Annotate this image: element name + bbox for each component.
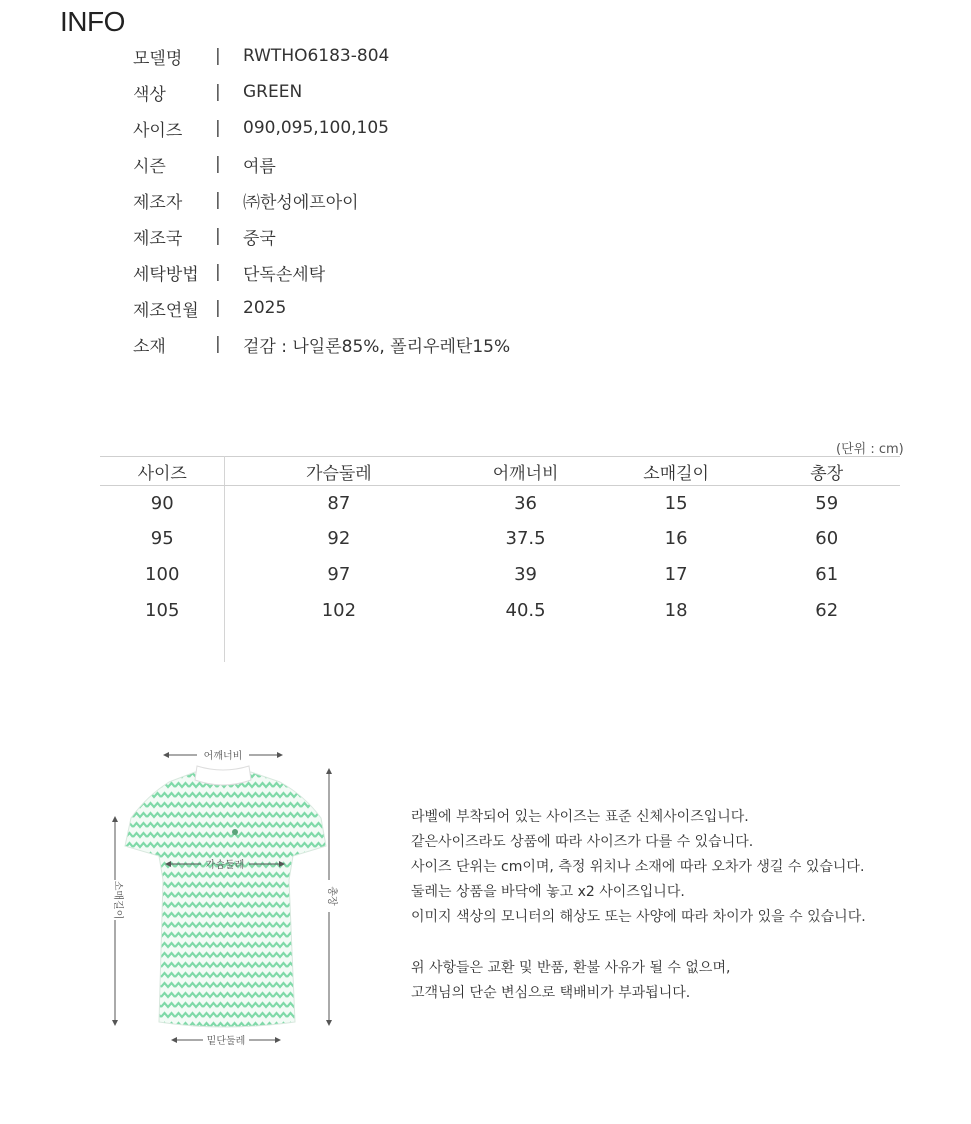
info-value: 2025	[243, 298, 287, 318]
info-separator: |	[215, 334, 221, 354]
note-footer-line: 위 사항들은 교환 및 반품, 환불 사유가 될 수 없으며,	[411, 960, 731, 976]
table-cell	[599, 628, 754, 662]
length-label: 총장	[326, 886, 337, 906]
note-line: 둘레는 상품을 바닥에 놓고 x2 사이즈입니다.	[411, 884, 685, 900]
length-arrow	[326, 768, 339, 1026]
info-separator: |	[215, 190, 221, 210]
measurement-figure	[105, 740, 345, 1060]
info-separator: |	[215, 262, 221, 282]
info-row-country	[133, 218, 510, 254]
table-row	[100, 556, 900, 592]
table-cell: 62	[815, 599, 839, 621]
table-empty-row	[100, 628, 900, 662]
note-line: 라벨에 부착되어 있는 사이즈는 표준 신체사이즈입니다.	[411, 809, 749, 825]
table-cell: 17	[664, 563, 688, 585]
info-separator: |	[215, 118, 221, 138]
table-cell: 87	[327, 492, 351, 514]
info-label: 소재	[133, 336, 166, 357]
info-row-manufacturer	[133, 182, 510, 218]
table-cell: 100	[100, 556, 225, 592]
info-value: ㈜한성에프아이	[243, 192, 359, 213]
table-cell: 60	[815, 527, 839, 549]
info-value: 단독손세탁	[243, 264, 326, 285]
info-value: GREEN	[243, 82, 303, 102]
header-size: 사이즈	[100, 457, 225, 486]
info-value: 090,095,100,105	[243, 118, 390, 138]
note-line: 사이즈 단위는 cm이며, 측정 위치나 소재에 따라 오차가 생길 수 있습니다.	[411, 859, 865, 875]
info-row-season	[133, 146, 510, 182]
note-spacer	[411, 930, 866, 956]
table-row	[100, 520, 900, 556]
info-separator: |	[215, 82, 221, 102]
chest-label: 가슴둘레	[205, 860, 245, 871]
table-cell	[753, 628, 900, 662]
table-cell: 15	[664, 492, 688, 514]
hem-arrow	[171, 1034, 281, 1047]
table-cell: 36	[514, 492, 538, 514]
info-separator: |	[215, 298, 221, 318]
table-header-row	[100, 457, 900, 486]
size-table	[100, 456, 900, 662]
note-footer-line: 고객님의 단순 변심으로 택배비가 부과됩니다.	[411, 985, 691, 1001]
info-label: 제조국	[133, 228, 183, 249]
info-label: 제조연월	[133, 300, 199, 321]
info-label: 색상	[133, 84, 166, 105]
shirt-diagram	[105, 740, 345, 1060]
note-line: 같은사이즈라도 상품에 따라 사이즈가 다를 수 있습니다.	[411, 834, 754, 850]
info-value: RWTHO6183-804	[243, 46, 390, 66]
info-label: 제조자	[133, 192, 183, 213]
info-row-size	[133, 110, 510, 146]
table-cell: 97	[327, 563, 351, 585]
table-cell: 61	[815, 563, 839, 585]
unit-note: (단위 : cm)	[836, 442, 904, 457]
header-shoulder: 어깨너비	[452, 457, 599, 486]
info-row-material	[133, 326, 510, 362]
header-length: 총장	[753, 457, 900, 486]
info-value: 중국	[243, 228, 276, 249]
info-label: 시즌	[133, 156, 166, 177]
table-cell: 40.5	[505, 599, 546, 621]
table-cell: 59	[815, 492, 839, 514]
info-row-date	[133, 290, 510, 326]
info-label: 모델명	[133, 48, 183, 69]
note-line: 이미지 색상의 모니터의 해상도 또는 사양에 따라 차이가 있을 수 있습니다.	[411, 909, 866, 925]
info-separator: |	[215, 226, 221, 246]
table-row	[100, 592, 900, 628]
size-notes	[411, 805, 866, 1006]
info-label: 사이즈	[133, 120, 183, 141]
info-row-color	[133, 74, 510, 110]
table-cell: 105	[100, 592, 225, 628]
logo-icon	[232, 829, 238, 835]
table-cell: 18	[664, 599, 688, 621]
header-sleeve: 소매길이	[599, 457, 754, 486]
table-cell: 92	[327, 527, 351, 549]
product-info-list	[133, 38, 510, 362]
table-cell	[100, 628, 225, 662]
table-cell	[225, 628, 452, 662]
info-row-washing	[133, 254, 510, 290]
shoulder-arrow	[163, 749, 283, 762]
shoulder-label: 어깨너비	[203, 751, 243, 762]
header-chest: 가슴둘레	[225, 457, 452, 486]
info-separator: |	[215, 46, 221, 66]
table-cell: 95	[100, 520, 225, 556]
sleeve-arrow	[112, 816, 125, 1026]
shirt-collar	[195, 766, 251, 785]
info-separator: |	[215, 154, 221, 174]
info-row-model	[133, 38, 510, 74]
table-cell	[452, 628, 599, 662]
table-row	[100, 486, 900, 521]
table-cell: 16	[664, 527, 688, 549]
table-cell: 39	[514, 563, 538, 585]
hem-label: 밑단둘레	[206, 1036, 246, 1047]
info-title: INFO	[60, 6, 125, 37]
sleeve-label: 소매길이	[112, 880, 123, 920]
table-cell: 90	[100, 486, 225, 521]
table-cell: 102	[321, 599, 357, 621]
shirt-body	[125, 772, 326, 1027]
table-cell: 37.5	[505, 527, 546, 549]
info-value: 겉감 : 나일론85%, 폴리우레탄15%	[243, 336, 511, 357]
info-value: 여름	[243, 156, 276, 177]
info-label: 세탁방법	[133, 264, 199, 285]
